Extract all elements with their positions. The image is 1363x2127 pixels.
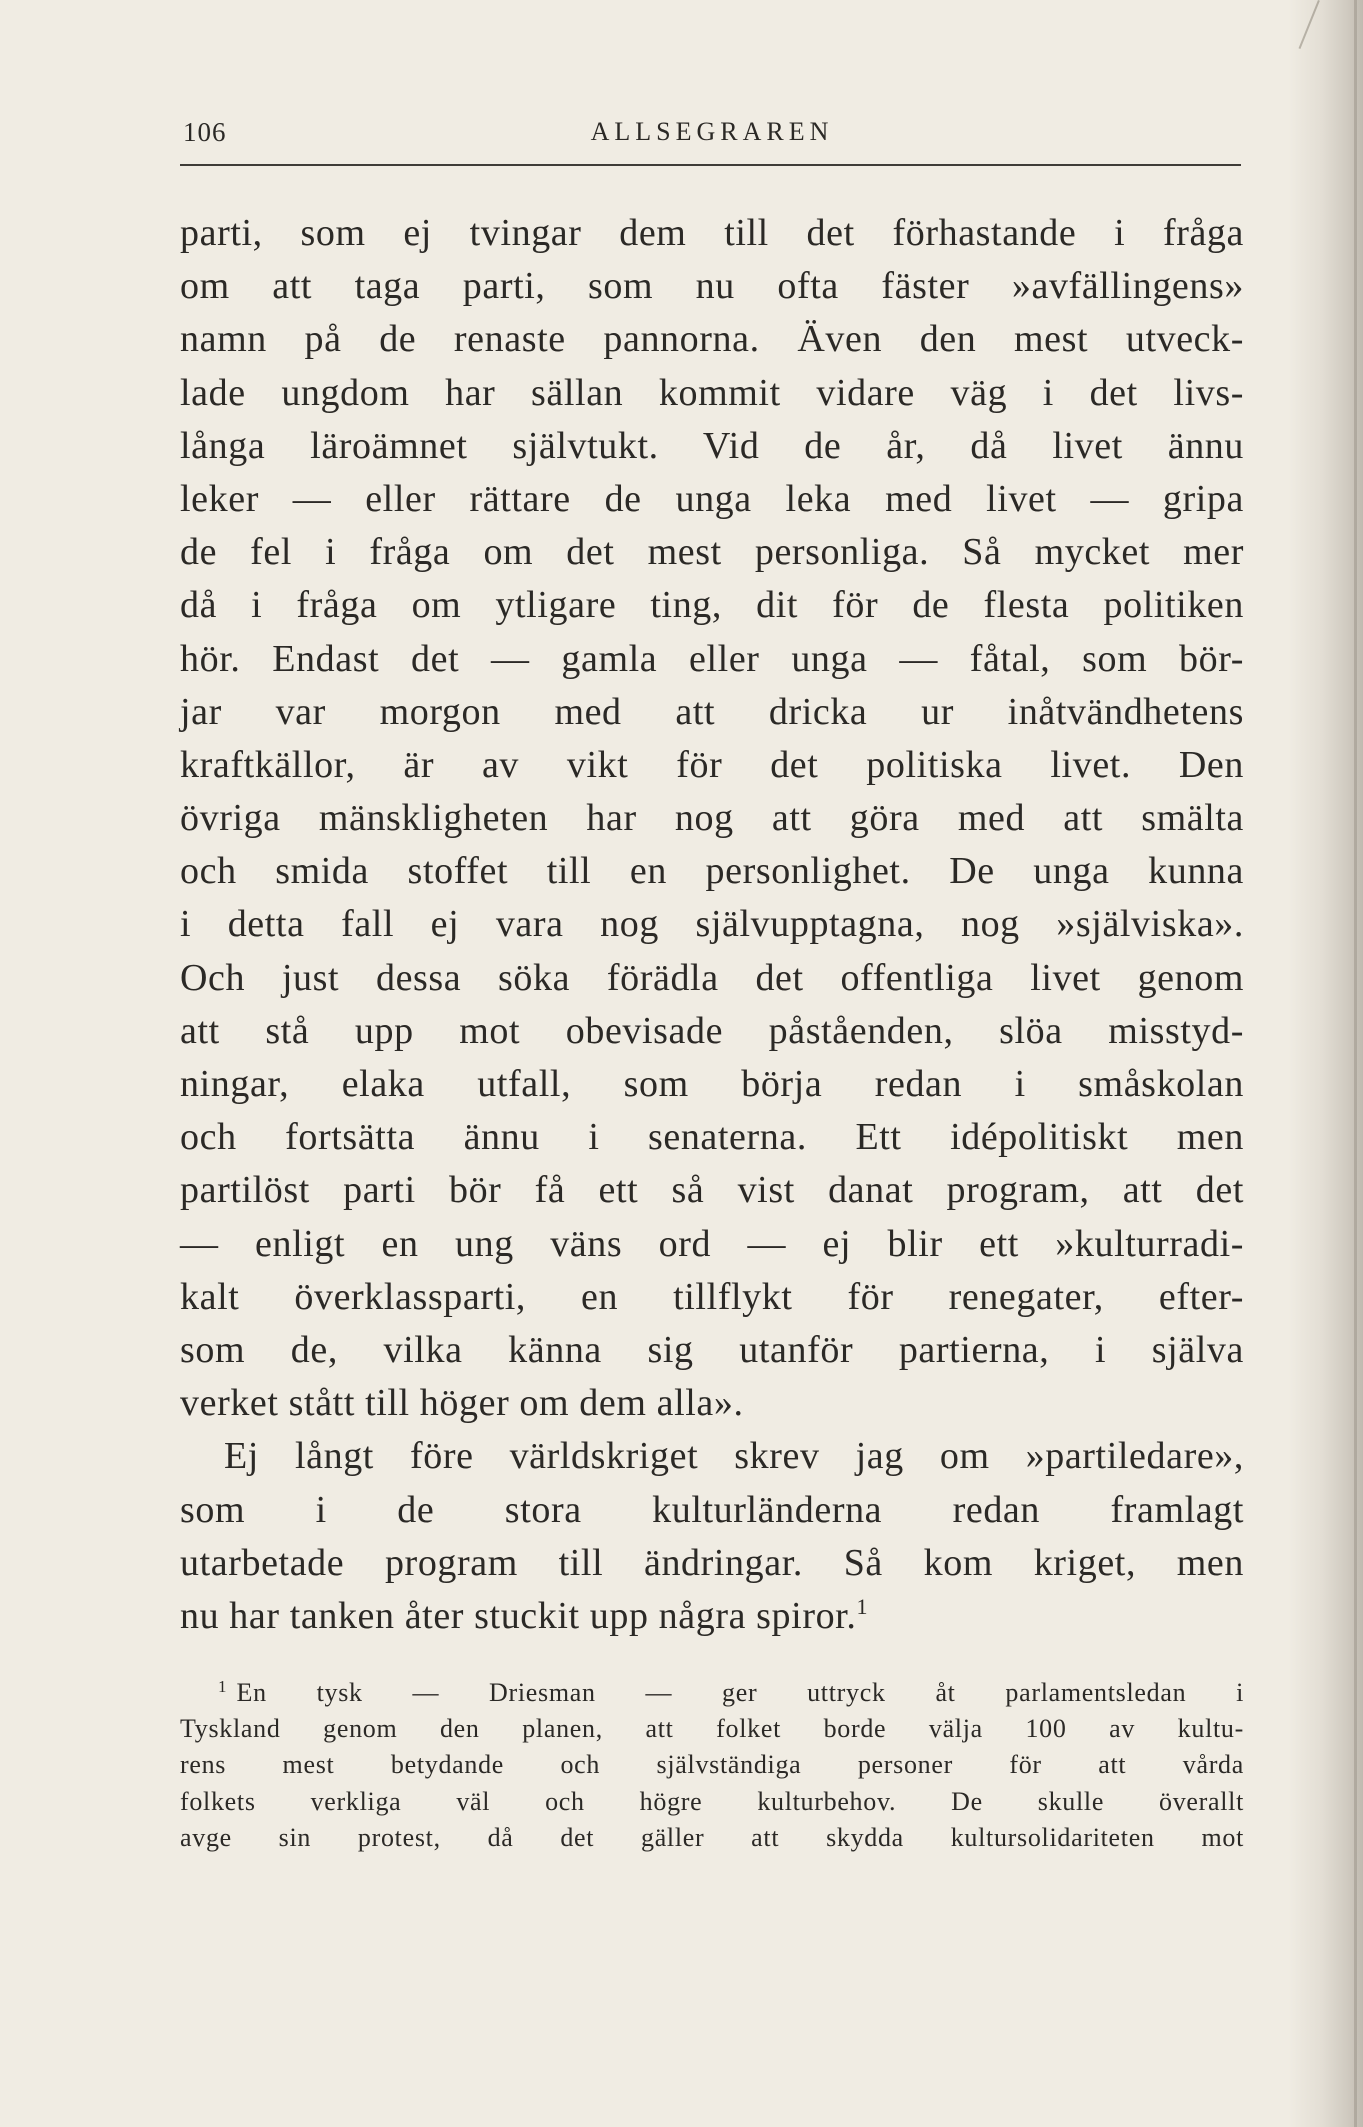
page-edge-shadow xyxy=(1288,0,1363,2127)
body-line: hör. Endast det — gamla eller unga — fåtal, som bör- xyxy=(180,637,1244,680)
body-line: leker — eller rättare de unga leka med livet — gripa xyxy=(180,477,1244,520)
body-line-text: nu har tanken åter stuckit upp några spiror. xyxy=(180,1594,857,1637)
body-line: Ej långt före världskriget skrev jag om »partiledare», xyxy=(224,1435,1244,1478)
body-line: utarbetade program till ändringar. Så kom kriget, men xyxy=(180,1541,1244,1584)
paragraph-1 xyxy=(180,207,1244,1430)
footnote-line: folkets verkliga väl och högre kulturbehov. De skulle överallt xyxy=(180,1786,1244,1816)
body-line: då i fråga om ytligare ting, dit för de flesta politiken xyxy=(180,584,1244,627)
body-line: som de, vilka känna sig utanför partierna, i själva xyxy=(180,1328,1244,1371)
body-line: om att taga parti, som nu ofta fäster »avfällingens» xyxy=(180,265,1244,308)
body-line: verket stått till höger om dem alla». xyxy=(180,1382,744,1425)
footnote xyxy=(180,1675,1244,1856)
footnote-marker: 1 xyxy=(218,1677,227,1696)
body-line: som i de stora kulturländerna redan framlagt xyxy=(180,1488,1244,1531)
body-line: parti, som ej tvingar dem till det förhastande i fråga xyxy=(180,212,1244,254)
body-line: jar var morgon med att dricka ur inåtvändhetens xyxy=(180,690,1244,733)
body-line: namn på de renaste pannorna. Även den mest utveck- xyxy=(180,318,1244,361)
body-line: kraftkällor, är av vikt för det politiska livet. Den xyxy=(180,743,1244,786)
body-line: långa läroämnet självtukt. Vid de år, då livet ännu xyxy=(180,424,1244,467)
footnote-line: avge sin protest, då det gäller att skydda kultursolidariteten mot xyxy=(180,1822,1244,1852)
body-line: kalt överklassparti, en tillflykt för renegater, efter- xyxy=(180,1275,1244,1318)
body-line: övriga mänskligheten har nog att göra med att smälta xyxy=(180,797,1244,840)
paragraph-2 xyxy=(180,1430,1244,1643)
page-number: 106 xyxy=(183,117,227,147)
body-line: Och just dessa söka förädla det offentliga livet genom xyxy=(180,956,1244,999)
body-line: — enligt en ung väns ord — ej blir ett »kulturradi- xyxy=(180,1222,1244,1265)
body-line: och fortsätta ännu i senaterna. Ett idépolitiskt men xyxy=(180,1116,1244,1159)
running-title: ALLSEGRAREN xyxy=(590,117,834,146)
footnote-line-text: En tysk — Driesman — ger uttryck åt parlamentsledan i xyxy=(236,1678,1244,1707)
footnote-reference: 1 xyxy=(856,1593,868,1619)
footnote-line xyxy=(180,1675,1244,1711)
body-line: i detta fall ej vara nog självupptagna, nog »själviska». xyxy=(180,903,1244,946)
page-edge-line xyxy=(1354,0,1357,2127)
body-line xyxy=(180,1590,1244,1643)
footnote-line: Tyskland genom den planen, att folket borde välja 100 av kultu- xyxy=(180,1714,1244,1744)
body-text xyxy=(180,207,1244,1643)
header-rule xyxy=(180,164,1241,166)
body-line: ningar, elaka utfall, som börja redan i småskolan xyxy=(180,1063,1244,1105)
body-line: att stå upp mot obevisade påståenden, slöa misstyd- xyxy=(180,1009,1244,1052)
body-line: och smida stoffet till en personlighet. De unga kunna xyxy=(180,850,1244,893)
body-line: partilöst parti bör få ett så vist danat program, att det xyxy=(180,1169,1244,1212)
body-line: de fel i fråga om det mest personliga. Så mycket mer xyxy=(180,531,1244,574)
footnote-line: rens mest betydande och självständiga personer för att vårda xyxy=(180,1750,1244,1780)
body-line: lade ungdom har sällan kommit vidare väg i det livs- xyxy=(180,371,1244,414)
